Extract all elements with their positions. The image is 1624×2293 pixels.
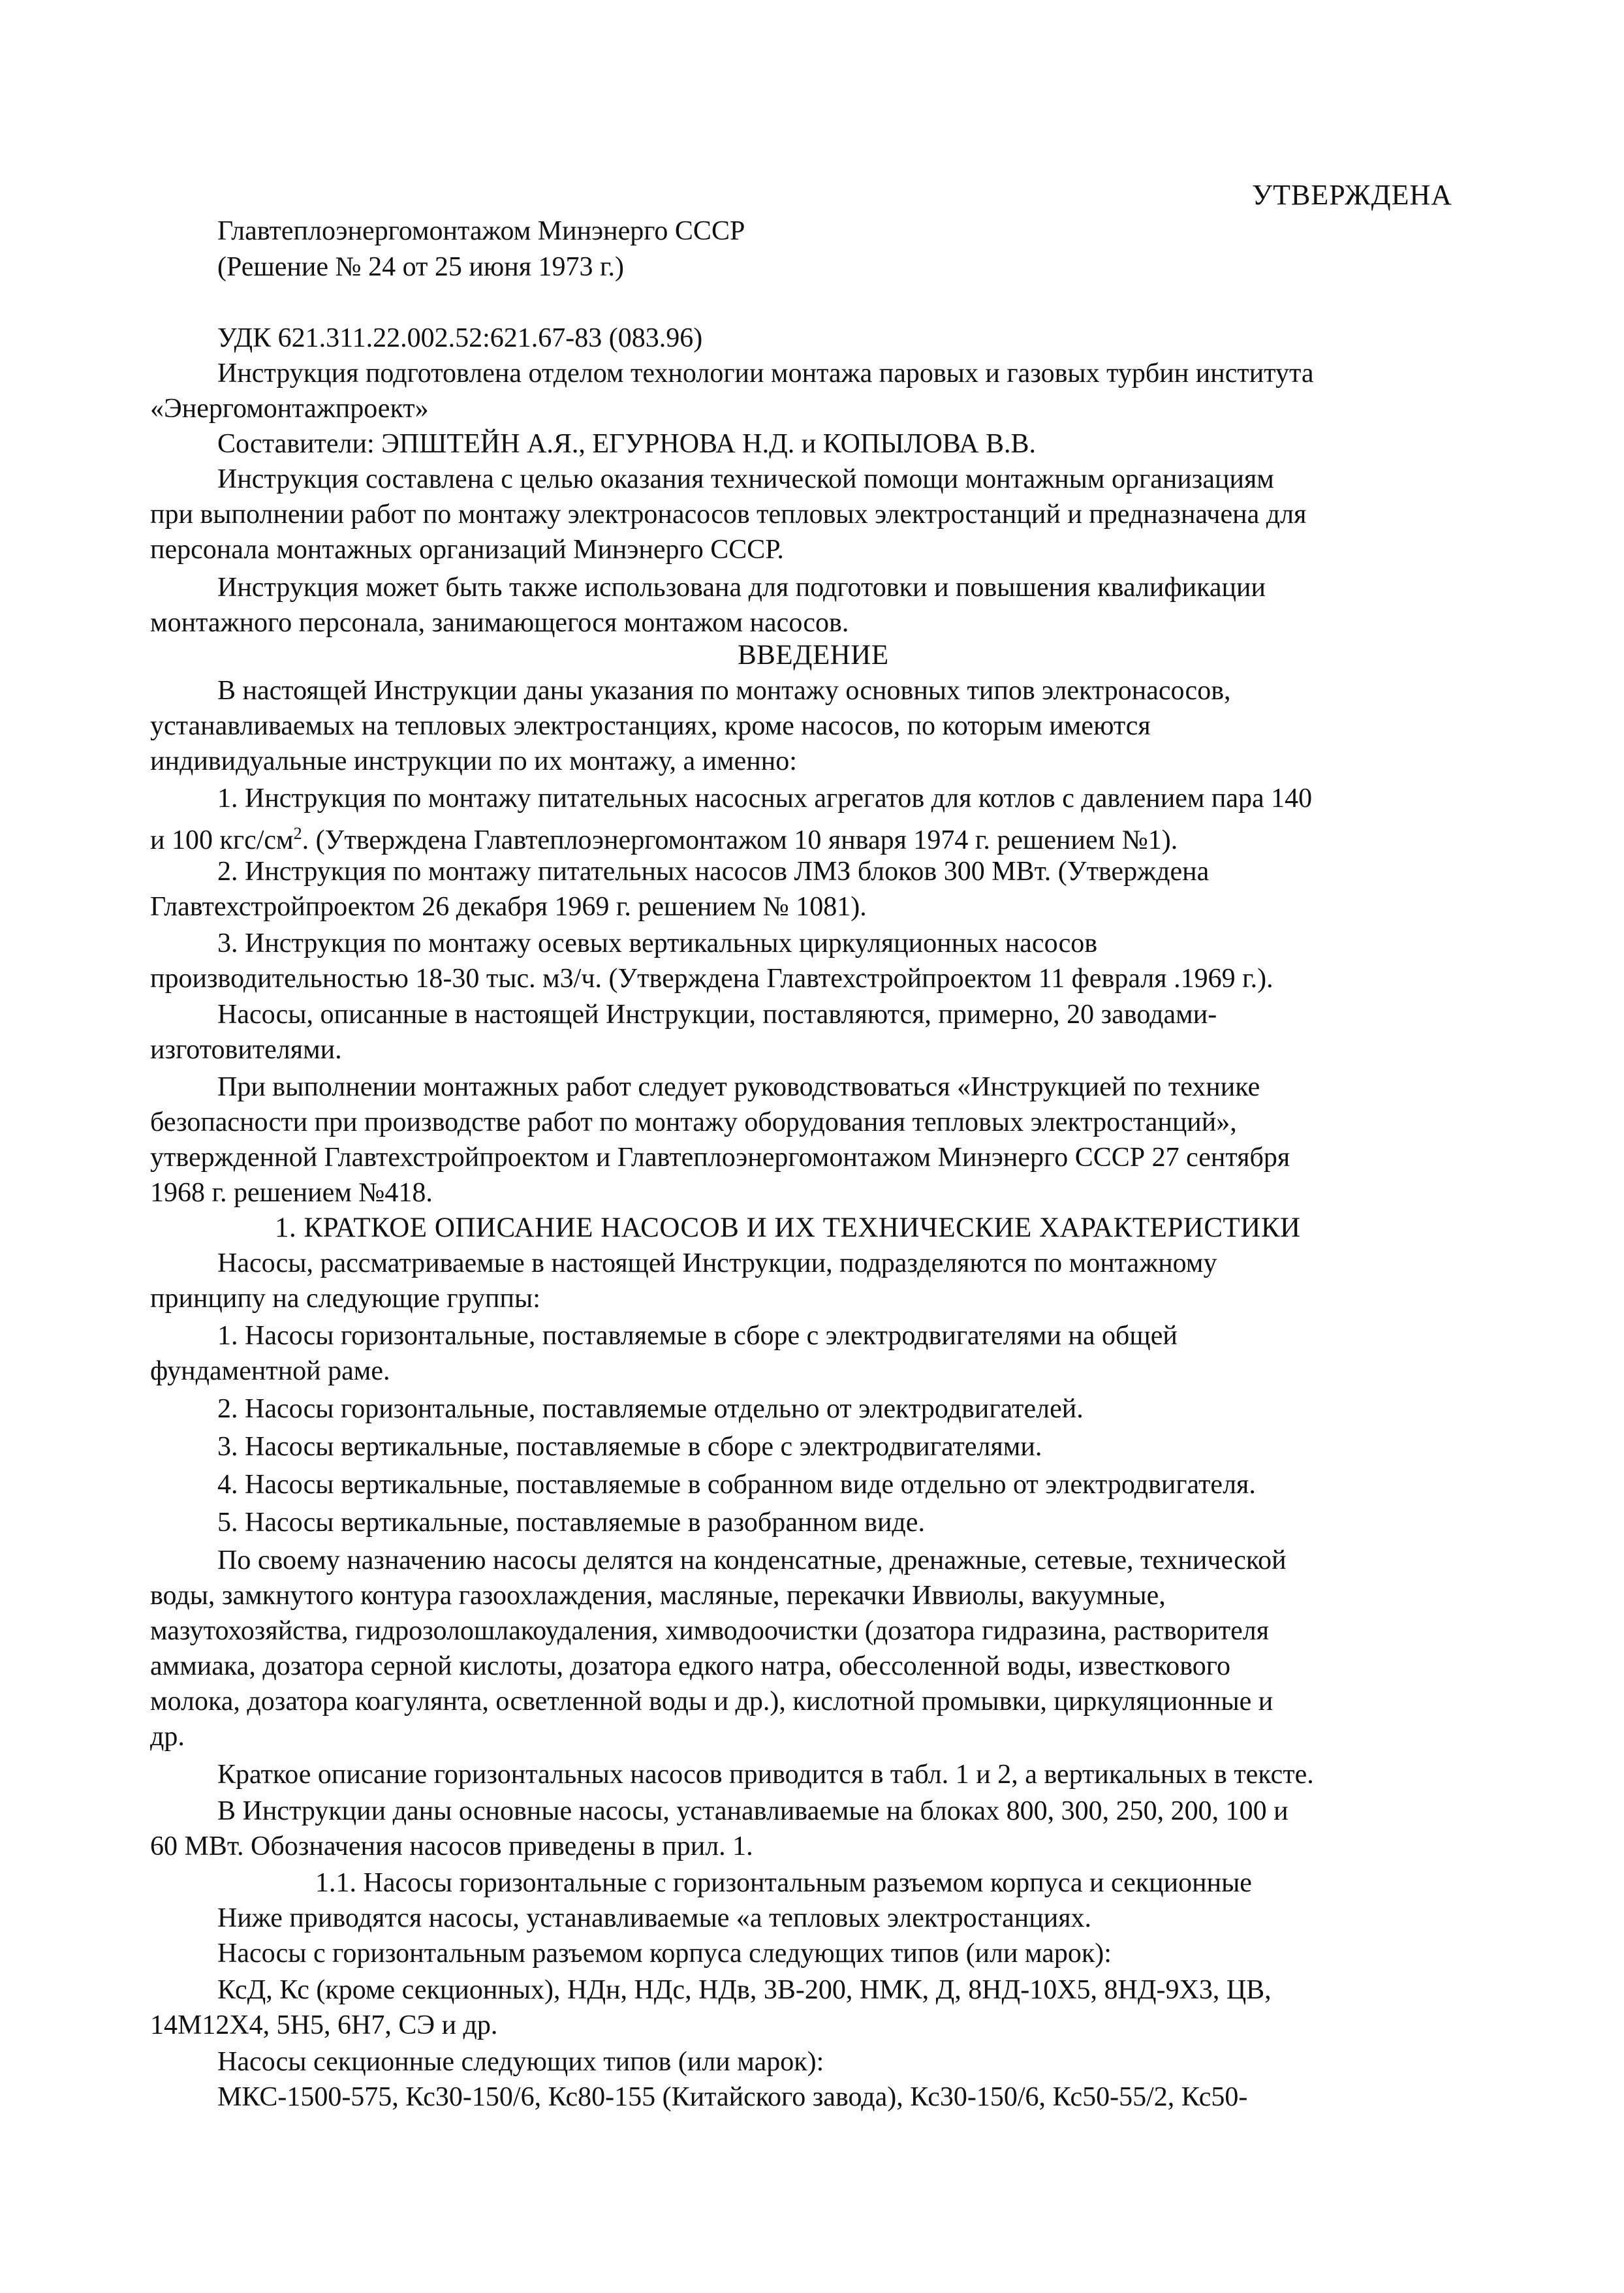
reference-1-line-1: 1. Инструкция по монтажу питательных насосных агрегатов для котлов с давлением пара 140 bbox=[217, 783, 1313, 814]
group-5: 5. Насосы вертикальные, поставляемые в разобранном виде. bbox=[217, 1508, 925, 1538]
suppliers-line-1: Насосы, описанные в настоящей Инструкции, поставляются, примерно, 20 заводами- bbox=[217, 1000, 1217, 1030]
reference-2-line-1: 2. Инструкция по монтажу питательных насосов ЛМЗ блоков 300 МВт. (Утверждена bbox=[217, 857, 1210, 887]
reference-3-line-2: производительностью 18-30 тыс. м3/ч. (Утверждена Главтехстройпроектом 11 февраля .1969 г.). bbox=[150, 964, 1273, 994]
authors: Составители: ЭПШТЕЙН А.Я., ЕГУРНОВА Н.Д. и КОПЫЛОВА В.В. bbox=[217, 429, 1037, 459]
prepared-by-line-1: Инструкция подготовлена отделом технологии монтажа паровых и газовых турбин института bbox=[217, 358, 1314, 388]
group-1-line-2: фундаментной раме. bbox=[150, 1356, 390, 1386]
group-4: 4. Насосы вертикальные, поставляемые в собранном виде отдельно от электродвигателя. bbox=[217, 1470, 1256, 1500]
reference-1-text-a: и 100 кгс/см bbox=[150, 825, 294, 855]
split-pumps-list-line-1: КсД, Кс (кроме секционных), НДн, НДс, НДв, 3В-200, НМК, Д, 8НД-10Х5, 8НД-9Х3, ЦВ, bbox=[217, 1975, 1272, 2005]
prepared-by-line-2: «Энергомонтажпроект» bbox=[150, 394, 429, 424]
safety-line-4: 1968 г. решением №418. bbox=[150, 1178, 433, 1208]
suppliers-line-2: изготовителями. bbox=[150, 1035, 342, 1065]
udk-code: УДК 621.311.22.002.52:621.67-83 (083.96) bbox=[217, 323, 703, 353]
intro-line-2: устанавливаемых на тепловых электростанциях, кроме насосов, по которым имеются bbox=[150, 711, 1151, 741]
purpose-line-3: персонала монтажных организаций Минэнерго СССР. bbox=[150, 535, 784, 565]
section-1-intro-line-2: принципу на следующие группы: bbox=[150, 1284, 540, 1314]
group-3: 3. Насосы вертикальные, поставляемые в сборе с электродвигателями. bbox=[217, 1432, 1042, 1462]
purpose-groups-line-5: молока, дозатора коагулянта, осветленной воды и др.), кислотной промывки, циркуляционные и bbox=[150, 1686, 1273, 1716]
purpose-groups-line-1: По своему назначению насосы делятся на конденсатные, дренажные, сетевые, технической bbox=[217, 1545, 1287, 1575]
section-1-intro-line-1: Насосы, рассматриваемые в настоящей Инструкции, подразделяются по монтажному bbox=[217, 1248, 1217, 1278]
section-1-heading: 1. КРАТКОЕ ОПИСАНИЕ НАСОСОВ И ИХ ТЕХНИЧЕСКИЕ ХАРАКТЕРИСТИКИ bbox=[275, 1212, 1301, 1243]
reference-3-line-1: 3. Инструкция по монтажу осевых вертикальных циркуляционных насосов bbox=[217, 928, 1098, 958]
safety-line-2: безопасности при производстве работ по монтажу оборудования тепловых электростанций», bbox=[150, 1107, 1237, 1137]
reference-1-text-b: . (Утверждена Главтеплоэнергомонтажом 10 января 1974 г. решением №1). bbox=[302, 825, 1178, 855]
purpose-groups-line-2: воды, замкнутого контура газоохлаждения, масляные, перекачки Иввиолы, вакуумные, bbox=[150, 1581, 1166, 1611]
installed-pumps-text: Ниже приводятся насосы, устанавливаемые «а тепловых электростанциях. bbox=[217, 1903, 1092, 1933]
purpose-groups-line-4: аммиака, дозатора серной кислоты, дозатора едкого натра, обессоленной воды, известкового bbox=[150, 1651, 1230, 1681]
main-pumps-line-1: В Инструкции даны основные насосы, устанавливаемые на блоках 800, 300, 250, 200, 100 и bbox=[217, 1796, 1288, 1826]
split-pumps-list-line-2: 14М12Х4, 5Н5, 6Н7, СЭ и др. bbox=[150, 2010, 498, 2040]
approval-stamp: УТВЕРЖДЕНА bbox=[1252, 179, 1453, 211]
usage-line-2: монтажного персонала, занимающегося монтажом насосов. bbox=[150, 608, 849, 638]
reference-1-line-2 bbox=[150, 816, 1178, 858]
intro-line-3: индивидуальные инструкции по их монтажу, а именно: bbox=[150, 746, 797, 776]
decision-reference: (Решение № 24 от 25 июня 1973 г.) bbox=[217, 252, 625, 282]
reference-2-line-2: Главтехстройпроектом 26 декабря 1969 г. решением № 1081). bbox=[150, 892, 867, 922]
sectional-pumps-list: МКС-1500-575, Кс30-150/6, Кс80-155 (Китайского завода), Кс30-150/6, Кс50-55/2, Кс50- bbox=[217, 2082, 1248, 2112]
reference-1-superscript: 2 bbox=[293, 824, 302, 843]
intro-heading: ВВЕДЕНИЕ bbox=[738, 640, 889, 671]
subsection-1-1-heading: 1.1. Насосы горизонтальные с горизонтальным разъемом корпуса и секционные bbox=[315, 1868, 1252, 1898]
purpose-line-1: Инструкция составлена с целью оказания технической помощи монтажным организациям bbox=[217, 464, 1274, 494]
approved-by: Главтеплоэнергомонтажом Минэнерго СССР bbox=[217, 216, 745, 246]
group-2: 2. Насосы горизонтальные, поставляемые отдельно от электродвигателей. bbox=[217, 1394, 1084, 1424]
safety-line-3: утвержденной Главтехстройпроектом и Главтеплоэнергомонтажом Минэнерго СССР 27 сентября bbox=[150, 1143, 1290, 1173]
sectional-pumps-label: Насосы секционные следующих типов (или марок): bbox=[217, 2047, 824, 2077]
purpose-line-2: при выполнении работ по монтажу электронасосов тепловых электростанций и предназначена для bbox=[150, 499, 1307, 530]
main-pumps-line-2: 60 МВт. Обозначения насосов приведены в прил. 1. bbox=[150, 1831, 753, 1861]
usage-line-1: Инструкция может быть также использована для подготовки и повышения квалификации bbox=[217, 573, 1266, 603]
split-pumps-label: Насосы с горизонтальным разъемом корпуса следующих типов (или марок): bbox=[217, 1938, 1112, 1969]
group-1-line-1: 1. Насосы горизонтальные, поставляемые в сборе с электродвигателями на общей bbox=[217, 1321, 1178, 1351]
purpose-groups-line-6: др. bbox=[150, 1722, 185, 1752]
intro-line-1: В настоящей Инструкции даны указания по монтажу основных типов электронасосов, bbox=[217, 676, 1231, 706]
safety-line-1: При выполнении монтажных работ следует руководствоваться «Инструкцией по технике bbox=[217, 1072, 1260, 1102]
brief-description: Краткое описание горизонтальных насосов приводится в табл. 1 и 2, а вертикальных в тексте. bbox=[217, 1760, 1314, 1790]
purpose-groups-line-3: мазутохозяйства, гидрозолошлакоудаления, химводоочистки (дозатора гидразина, растворителя bbox=[150, 1616, 1270, 1646]
